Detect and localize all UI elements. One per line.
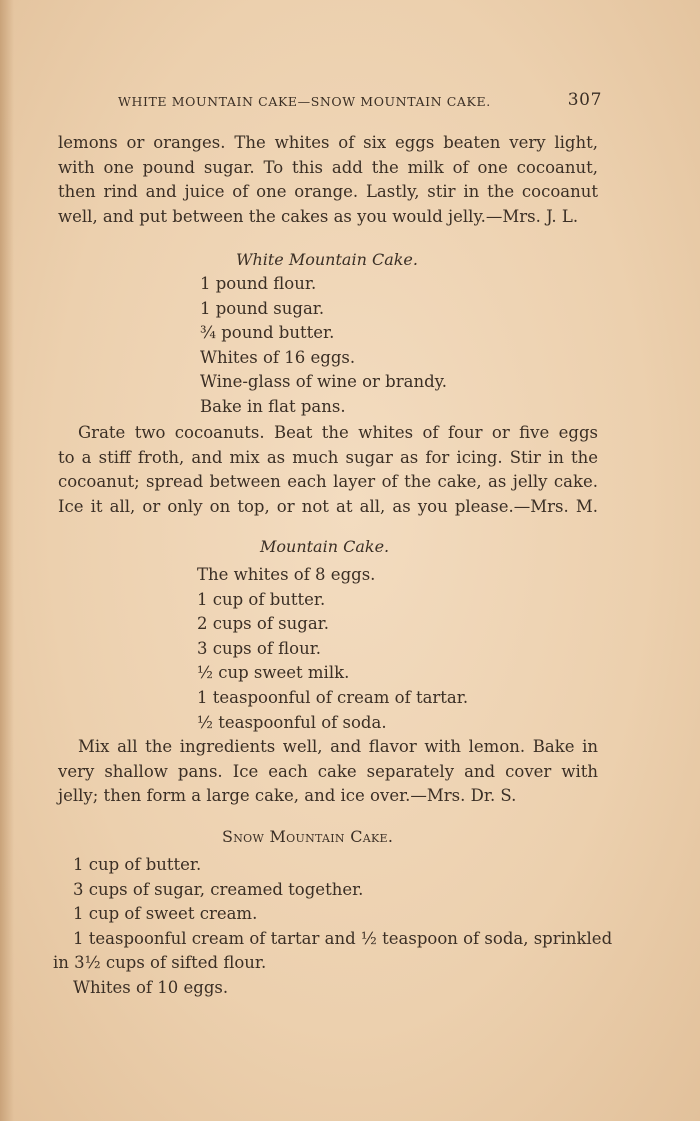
ingredient-list-mountain-cake <box>197 563 468 735</box>
ingredient-item: in 3½ cups of sifted flour. <box>53 953 267 973</box>
ingredient-item: 1 teaspoonful cream of tartar and ½ teaspoon of soda, sprinkled <box>73 928 613 948</box>
ingredient-item: Whites of 10 eggs. <box>73 977 229 997</box>
text-line: very shallow pans. Ice each cake separately and cover with <box>58 761 598 781</box>
text-line: to a stiff froth, and mix as much sugar as for icing. Stir in the <box>58 447 598 467</box>
text-line: jelly; then form a large cake, and ice over.—Mrs. Dr. S. <box>58 786 517 806</box>
ingredient-list-snow-mountain-cake <box>53 853 613 1001</box>
ingredient-item: 3 cups of flour. <box>197 638 322 658</box>
ingredient-item: Bake in flat pans. <box>200 396 346 416</box>
running-title: WHITE MOUNTAIN CAKE—SNOW MOUNTAIN CAKE. <box>118 94 491 109</box>
text-line: then rind and juice of one orange. Lastly, stir in the cocoanut <box>58 182 598 202</box>
intro-paragraph <box>58 131 598 229</box>
ingredient-item: 1 cup of butter. <box>197 589 326 609</box>
ingredient-item: 2 cups of sugar. <box>197 614 329 634</box>
ingredient-item: 3 cups of sugar, creamed together. <box>73 879 364 899</box>
ingredient-item: 1 cup of butter. <box>73 855 202 874</box>
ingredient-item: Wine-glass of wine or brandy. <box>200 372 448 392</box>
text-line: Ice it all, or only on top, or not at all, as you please.—Mrs. M. <box>58 496 598 516</box>
text-line: with one pound sugar. To this add the milk of one cocoanut, <box>58 157 598 177</box>
page-number: 307 <box>567 90 602 110</box>
page-edge-shadow <box>0 0 14 1121</box>
recipe-title-mountain-cake: Mountain Cake. <box>260 537 390 556</box>
ingredient-item: ½ teaspoonful of soda. <box>197 712 387 732</box>
ingredient-item: 1 cup of sweet cream. <box>73 904 258 924</box>
ingredient-item: The whites of 8 eggs. <box>197 565 376 584</box>
method-paragraph-white-mountain-cake <box>58 421 598 519</box>
text-line: Grate two cocoanuts. Beat the whites of four or five eggs <box>78 423 598 442</box>
text-line: well, and put between the cakes as you would jelly.—Mrs. J. L. <box>58 206 579 226</box>
recipe-title-snow-mountain-cake: Snow Mountain Cake. <box>222 827 394 846</box>
ingredient-item: ¾ pound butter. <box>200 323 335 343</box>
recipe-title-white-mountain-cake: White Mountain Cake. <box>236 250 418 269</box>
ingredient-item: 1 teaspoonful of cream of tartar. <box>197 687 469 707</box>
method-paragraph-mountain-cake <box>58 735 598 809</box>
ingredient-item: ½ cup sweet milk. <box>197 663 350 683</box>
ingredient-list-white-mountain-cake <box>200 272 447 420</box>
text-line: Mix all the ingredients well, and flavor with lemon. Bake in <box>78 737 598 756</box>
text-line: cocoanut; spread between each layer of the cake, as jelly cake. <box>58 472 598 492</box>
ingredient-item: 1 pound flour. <box>200 274 317 293</box>
text-line: lemons or oranges. The whites of six eggs beaten very light, <box>58 133 598 152</box>
ingredient-item: Whites of 16 eggs. <box>200 347 356 367</box>
ingredient-item: 1 pound sugar. <box>200 298 325 318</box>
